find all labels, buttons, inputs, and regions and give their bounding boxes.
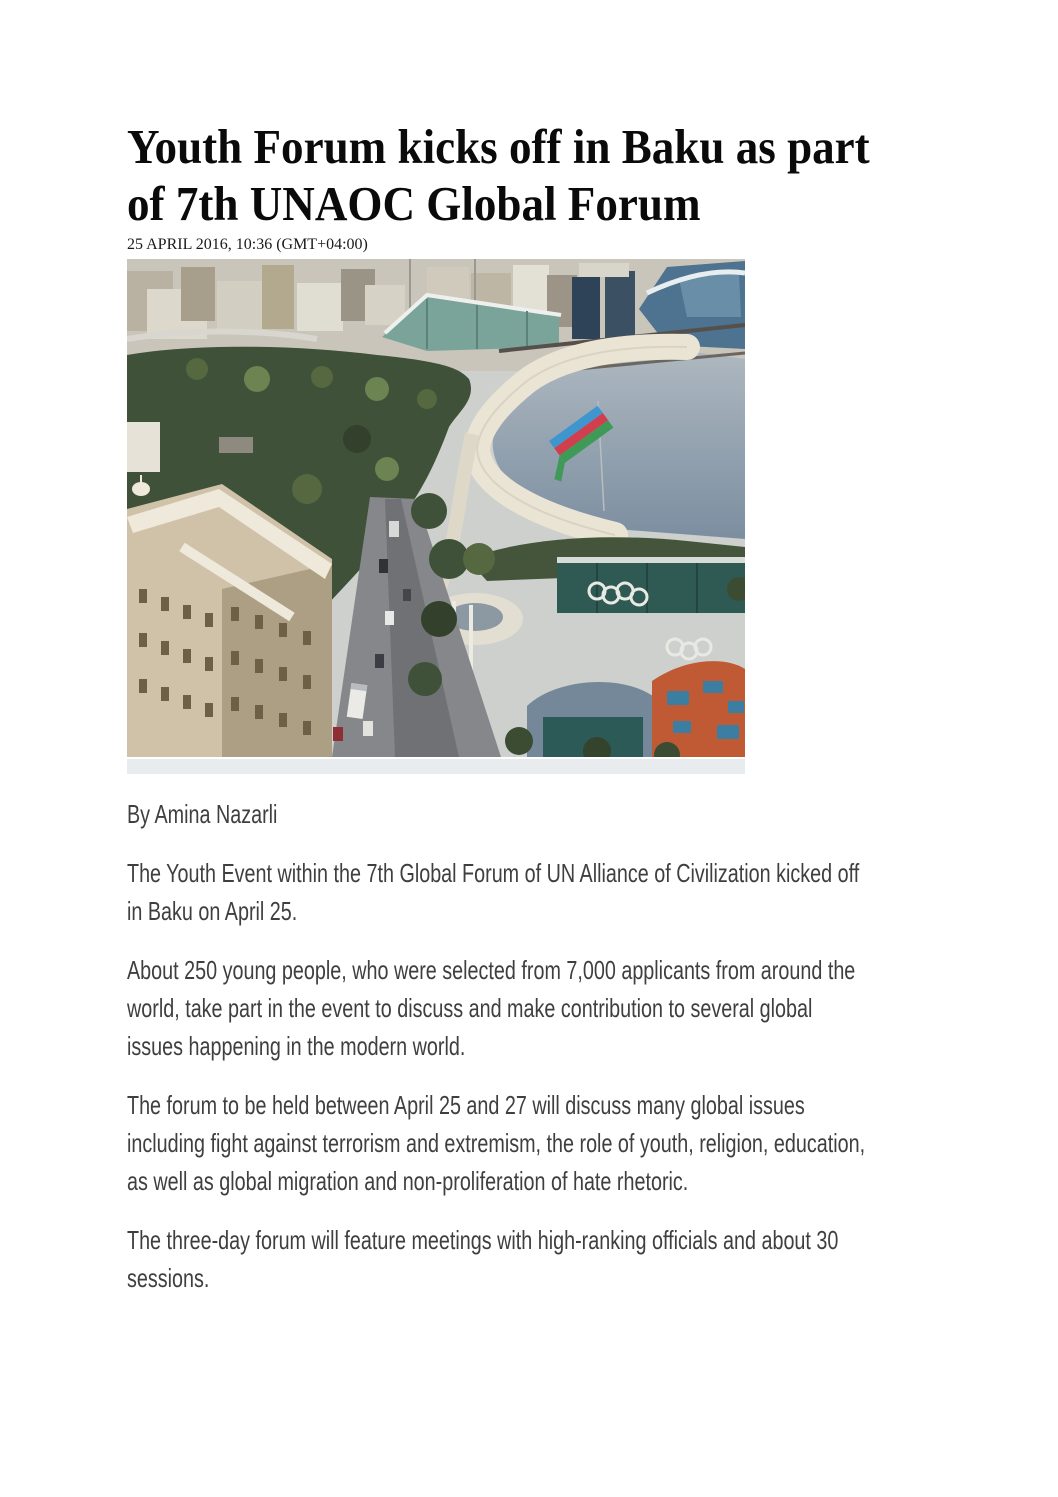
paragraph-3-line-2: including fight against terrorism and extremism, the role of youth, religion, education, (127, 1128, 866, 1158)
paragraph-3-line-3: as well as global migration and non-proliferation of hate rhetoric. (127, 1166, 689, 1196)
paragraph-4-line-1: The three-day forum will feature meetings with high-ranking officials and about 30 (127, 1225, 839, 1255)
page-title-line-2: of 7th UNAOC Global Forum (127, 176, 701, 231)
page-title-line-1: Youth Forum kicks off in Baku as part (127, 119, 870, 174)
paragraph-2-line-3: issues happening in the modern world. (127, 1031, 466, 1061)
paragraph-2-line-1: About 250 young people, who were selected from 7,000 applicants from around the (127, 955, 856, 985)
paragraph-2 (127, 951, 987, 1065)
byline-text: By Amina Nazarli (127, 799, 278, 829)
paragraph-3-line-1: The forum to be held between April 25 and 27 will discuss many global issues (127, 1090, 805, 1120)
page-title (127, 118, 987, 232)
photo-caption-bar (127, 759, 745, 774)
paragraph-1-line-2: in Baku on April 25. (127, 896, 298, 926)
paragraph-2-line-2: world, take part in the event to discuss and make contribution to several global (127, 993, 813, 1023)
paragraph-4-line-2: sessions. (127, 1263, 210, 1293)
byline (127, 795, 987, 833)
article-photo (127, 259, 745, 774)
baku-aerial-photo (127, 259, 745, 757)
paragraph-3 (127, 1086, 987, 1200)
paragraph-1-line-1: The Youth Event within the 7th Global Forum of UN Alliance of Civilization kicked off (127, 858, 860, 888)
dateline: 25 APRIL 2016, 10:36 (GMT+04:00) (127, 236, 368, 253)
paragraph-1 (127, 854, 987, 930)
news-article (127, 0, 987, 1297)
paragraph-4 (127, 1221, 987, 1297)
